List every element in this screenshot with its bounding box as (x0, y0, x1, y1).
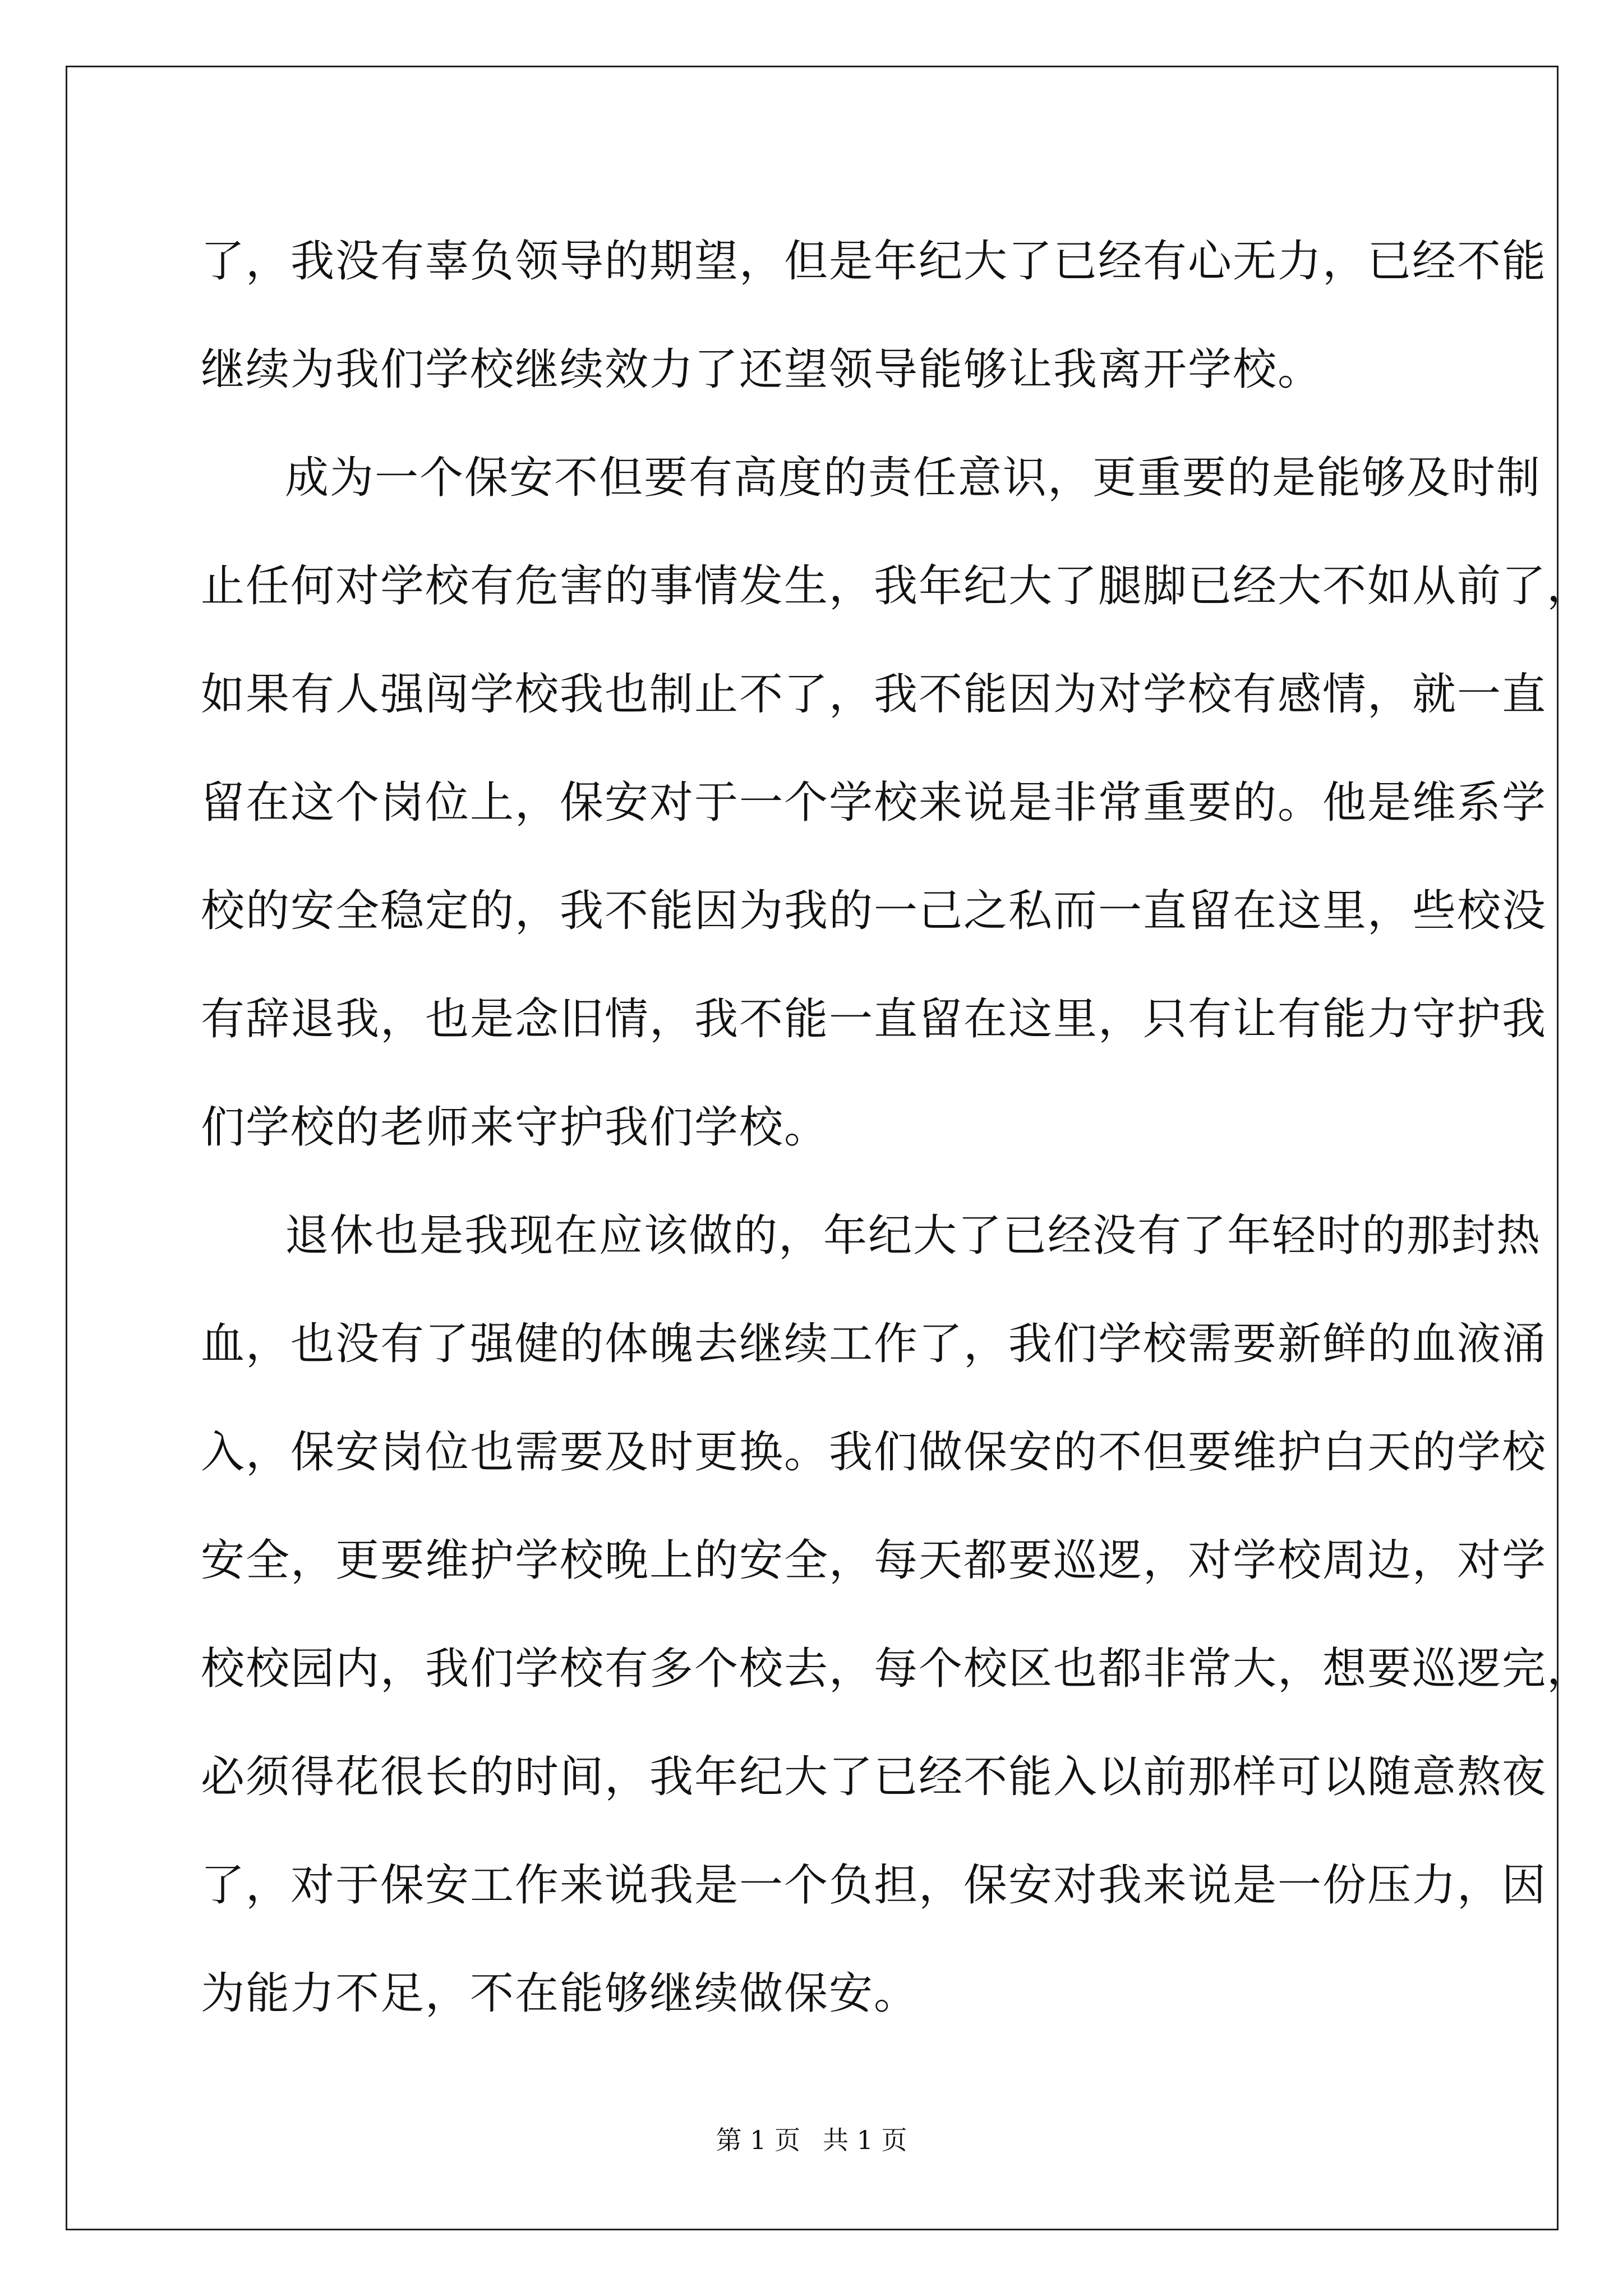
paragraph-first-line: 退休也是我现在应该做的，年纪大了已经没有了年轻时的那封热 (285, 1211, 1542, 1261)
text-line: 留在这个岗位上，保安对于一个学校来说是非常重要的。他是维系学 (201, 777, 1547, 828)
text-line: 有辞退我，也是念旧情，我不能一直留在这里，只有让有能力守护我 (201, 994, 1547, 1045)
paragraph-first-line: 成为一个保安不但要有高度的责任意识，更重要的是能够及时制 (285, 453, 1542, 503)
text-line: 血，也没有了强健的体魄去继续工作了，我们学校需要新鲜的血液涌 (201, 1319, 1547, 1369)
text-line: 校校园内，我们学校有多个校去，每个校区也都非常大，想要巡逻完， (201, 1644, 1592, 1694)
text-line: 继续为我们学校继续效力了还望领导能够让我离开学校。 (201, 344, 1323, 395)
text-line: 入，保安岗位也需要及时更换。我们做保安的不但要维护白天的学校 (201, 1427, 1547, 1478)
text-line: 了，对于保安工作来说我是一个负担，保安对我来说是一份压力，因 (201, 1860, 1547, 1911)
text-line: 如果有人强闯学校我也制止不了，我不能因为对学校有感情，就一直 (201, 669, 1547, 720)
page-footer (0, 2123, 1623, 2157)
document-body (201, 208, 1592, 2048)
text-line: 为能力不足，不在能够继续做保安。 (201, 1968, 919, 2019)
text-line: 校的安全稳定的，我不能因为我的一己之私而一直留在这里，些校没 (201, 886, 1547, 936)
text-line: 止任何对学校有危害的事情发生，我年纪大了腿脚已经大不如从前了， (201, 561, 1592, 611)
text-line: 们学校的老师来守护我们学校。 (201, 1102, 829, 1153)
page-total: 共 1 页 (823, 2125, 907, 2155)
page-number: 第 1 页 (716, 2125, 800, 2155)
text-line: 安全，更要维护学校晚上的安全，每天都要巡逻，对学校周边，对学 (201, 1535, 1547, 1586)
text-line: 了，我没有辜负领导的期望，但是年纪大了已经有心无力，已经不能 (201, 236, 1547, 287)
text-line: 必须得花很长的时间，我年纪大了已经不能入以前那样可以随意熬夜 (201, 1752, 1547, 1802)
